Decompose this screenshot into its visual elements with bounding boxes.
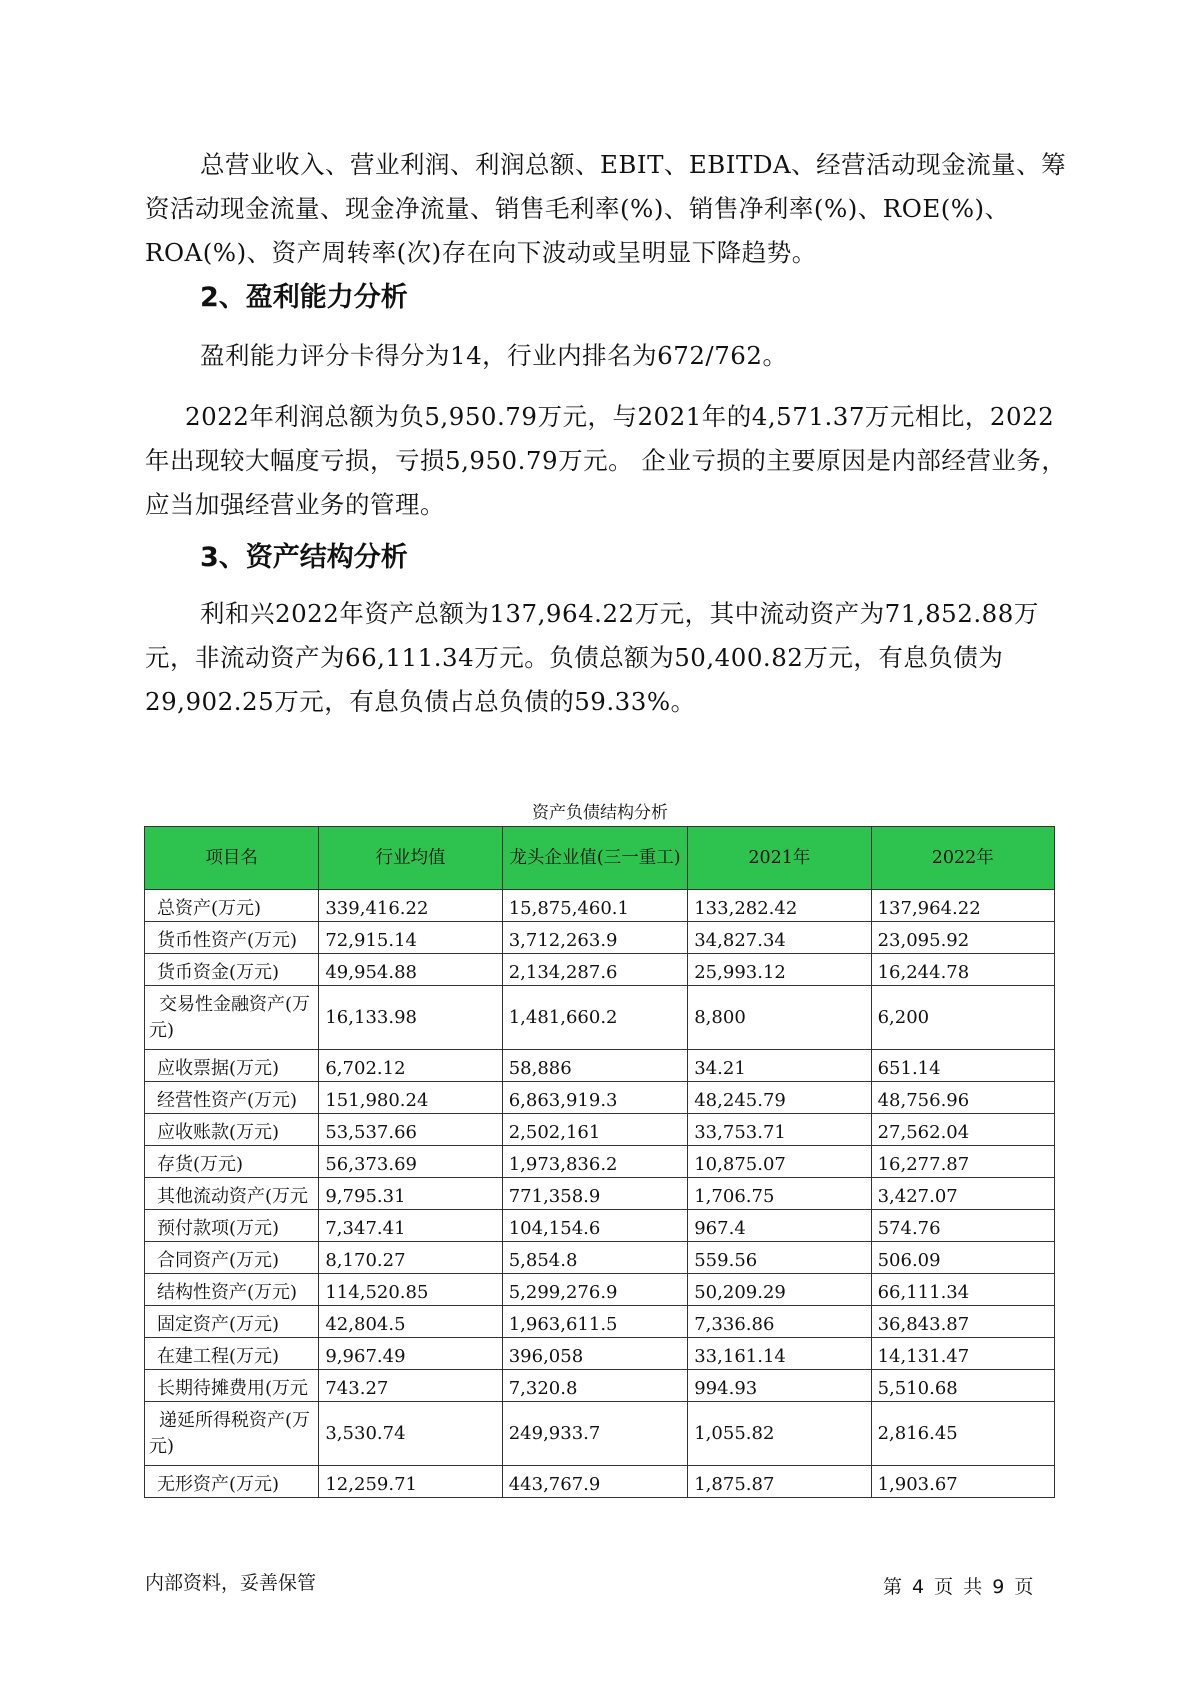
cell-industry-average: 743.27 bbox=[319, 1370, 502, 1402]
cell-leader-value: 3,712,263.9 bbox=[502, 922, 688, 954]
cell-leader-value: 104,154.6 bbox=[502, 1210, 688, 1242]
cell-item-name: 交易性金融资产(万元) bbox=[145, 986, 319, 1050]
table-row bbox=[145, 1466, 1055, 1498]
cell-item-name: 固定资产(万元) bbox=[145, 1306, 319, 1338]
table-row bbox=[145, 986, 1055, 1050]
cell-industry-average: 3,530.74 bbox=[319, 1402, 502, 1466]
table-header-row bbox=[145, 827, 1055, 890]
table-row bbox=[145, 1146, 1055, 1178]
cell-year-2022: 48,756.96 bbox=[871, 1082, 1054, 1114]
header-item-name: 项目名 bbox=[145, 827, 319, 890]
balance-sheet-table bbox=[144, 826, 1055, 1498]
cell-item-name: 应收账款(万元) bbox=[145, 1114, 319, 1146]
table-body bbox=[145, 890, 1055, 1498]
paragraph-profit-loss: 2022年利润总额为负5,950.79万元，与2021年的4,571.37万元相比，2022年出现较大幅度亏损，亏损5,950.79万元。 企业亏损的主要原因是内部经营业务，应当加强经营业务的管理。 bbox=[145, 402, 1067, 519]
cell-year-2021: 1,875.87 bbox=[688, 1466, 871, 1498]
cell-industry-average: 6,702.12 bbox=[319, 1050, 502, 1082]
cell-leader-value: 396,058 bbox=[502, 1338, 688, 1370]
cell-leader-value: 7,320.8 bbox=[502, 1370, 688, 1402]
cell-year-2021: 33,161.14 bbox=[688, 1338, 871, 1370]
heading-profitability: 2、盈利能力分析 bbox=[200, 282, 408, 313]
cell-industry-average: 72,915.14 bbox=[319, 922, 502, 954]
cell-year-2021: 50,209.29 bbox=[688, 1274, 871, 1306]
cell-industry-average: 9,967.49 bbox=[319, 1338, 502, 1370]
cell-year-2021: 7,336.86 bbox=[688, 1306, 871, 1338]
cell-industry-average: 339,416.22 bbox=[319, 890, 502, 922]
cell-year-2021: 1,706.75 bbox=[688, 1178, 871, 1210]
cell-item-name: 货币性资产(万元) bbox=[145, 922, 319, 954]
paragraph-profitability-score: 盈利能力评分卡得分为14，行业内排名为672/762。 bbox=[200, 341, 788, 370]
paragraph-trend-summary: 总营业收入、营业利润、利润总额、EBIT、EBITDA、经营活动现金流量、筹资活动现金流量、现金净流量、销售毛利率(%)、销售净利率(%)、ROE(%)、ROA(%)、资产周转率(次)存在向下波动或呈明显下降趋势。 bbox=[145, 150, 1067, 267]
table-row bbox=[145, 1242, 1055, 1274]
cell-year-2022: 506.09 bbox=[871, 1242, 1054, 1274]
header-year-2021: 2021年 bbox=[688, 827, 871, 890]
cell-leader-value: 443,767.9 bbox=[502, 1466, 688, 1498]
cell-item-name: 预付款项(万元) bbox=[145, 1210, 319, 1242]
cell-industry-average: 114,520.85 bbox=[319, 1274, 502, 1306]
cell-leader-value: 5,299,276.9 bbox=[502, 1274, 688, 1306]
cell-year-2021: 8,800 bbox=[688, 986, 871, 1050]
footer-page-number: 第 4 页 共 9 页 bbox=[883, 1576, 1034, 1598]
cell-year-2022: 36,843.87 bbox=[871, 1306, 1054, 1338]
cell-industry-average: 8,170.27 bbox=[319, 1242, 502, 1274]
cell-item-name: 结构性资产(万元) bbox=[145, 1274, 319, 1306]
cell-year-2022: 137,964.22 bbox=[871, 890, 1054, 922]
cell-industry-average: 12,259.71 bbox=[319, 1466, 502, 1498]
table-row bbox=[145, 922, 1055, 954]
cell-year-2022: 2,816.45 bbox=[871, 1402, 1054, 1466]
cell-year-2021: 48,245.79 bbox=[688, 1082, 871, 1114]
cell-year-2022: 14,131.47 bbox=[871, 1338, 1054, 1370]
cell-item-name: 货币资金(万元) bbox=[145, 954, 319, 986]
footer-confidential-note: 内部资料，妥善保管 bbox=[145, 1572, 317, 1594]
cell-leader-value: 1,973,836.2 bbox=[502, 1146, 688, 1178]
cell-year-2021: 559.56 bbox=[688, 1242, 871, 1274]
cell-year-2022: 651.14 bbox=[871, 1050, 1054, 1082]
cell-year-2022: 574.76 bbox=[871, 1210, 1054, 1242]
cell-industry-average: 16,133.98 bbox=[319, 986, 502, 1050]
table-row bbox=[145, 1402, 1055, 1466]
cell-item-name: 存货(万元) bbox=[145, 1146, 319, 1178]
header-leader-value: 龙头企业值(三一重工) bbox=[502, 827, 688, 890]
cell-year-2021: 10,875.07 bbox=[688, 1146, 871, 1178]
table-caption: 资产负债结构分析 bbox=[532, 803, 668, 823]
table-row bbox=[145, 1370, 1055, 1402]
cell-item-name: 总资产(万元) bbox=[145, 890, 319, 922]
header-industry-average: 行业均值 bbox=[319, 827, 502, 890]
table-row bbox=[145, 890, 1055, 922]
table-row bbox=[145, 1050, 1055, 1082]
cell-item-name: 其他流动资产(万元 bbox=[145, 1178, 319, 1210]
cell-item-name: 应收票据(万元) bbox=[145, 1050, 319, 1082]
cell-year-2022: 6,200 bbox=[871, 986, 1054, 1050]
table-row bbox=[145, 1178, 1055, 1210]
heading-asset-structure: 3、资产结构分析 bbox=[200, 542, 408, 573]
table-row bbox=[145, 1274, 1055, 1306]
cell-industry-average: 56,373.69 bbox=[319, 1146, 502, 1178]
cell-item-name: 在建工程(万元) bbox=[145, 1338, 319, 1370]
cell-industry-average: 9,795.31 bbox=[319, 1178, 502, 1210]
cell-leader-value: 2,134,287.6 bbox=[502, 954, 688, 986]
cell-leader-value: 1,481,660.2 bbox=[502, 986, 688, 1050]
cell-item-name: 长期待摊费用(万元 bbox=[145, 1370, 319, 1402]
paragraph-asset-structure: 利和兴2022年资产总额为137,964.22万元，其中流动资产为71,852.88万元，非流动资产为66,111.34万元。负债总额为50,400.82万元，有息负债为29,902.25万元，有息负债占总负债的59.33%。 bbox=[145, 599, 1039, 716]
header-year-2022: 2022年 bbox=[871, 827, 1054, 890]
cell-year-2022: 16,244.78 bbox=[871, 954, 1054, 986]
cell-industry-average: 7,347.41 bbox=[319, 1210, 502, 1242]
cell-industry-average: 42,804.5 bbox=[319, 1306, 502, 1338]
cell-year-2022: 16,277.87 bbox=[871, 1146, 1054, 1178]
cell-year-2022: 1,903.67 bbox=[871, 1466, 1054, 1498]
cell-leader-value: 5,854.8 bbox=[502, 1242, 688, 1274]
cell-year-2022: 5,510.68 bbox=[871, 1370, 1054, 1402]
cell-industry-average: 151,980.24 bbox=[319, 1082, 502, 1114]
cell-industry-average: 49,954.88 bbox=[319, 954, 502, 986]
table-row bbox=[145, 954, 1055, 986]
cell-year-2022: 23,095.92 bbox=[871, 922, 1054, 954]
cell-leader-value: 771,358.9 bbox=[502, 1178, 688, 1210]
cell-year-2021: 1,055.82 bbox=[688, 1402, 871, 1466]
cell-leader-value: 1,963,611.5 bbox=[502, 1306, 688, 1338]
cell-industry-average: 53,537.66 bbox=[319, 1114, 502, 1146]
cell-year-2021: 34,827.34 bbox=[688, 922, 871, 954]
table-row bbox=[145, 1306, 1055, 1338]
cell-leader-value: 15,875,460.1 bbox=[502, 890, 688, 922]
table-row bbox=[145, 1338, 1055, 1370]
table-row bbox=[145, 1082, 1055, 1114]
cell-year-2021: 967.4 bbox=[688, 1210, 871, 1242]
cell-year-2022: 3,427.07 bbox=[871, 1178, 1054, 1210]
cell-year-2021: 994.93 bbox=[688, 1370, 871, 1402]
cell-year-2021: 133,282.42 bbox=[688, 890, 871, 922]
cell-year-2021: 25,993.12 bbox=[688, 954, 871, 986]
cell-year-2022: 27,562.04 bbox=[871, 1114, 1054, 1146]
cell-leader-value: 2,502,161 bbox=[502, 1114, 688, 1146]
table-row bbox=[145, 1114, 1055, 1146]
cell-leader-value: 58,886 bbox=[502, 1050, 688, 1082]
cell-item-name: 无形资产(万元) bbox=[145, 1466, 319, 1498]
cell-year-2021: 33,753.71 bbox=[688, 1114, 871, 1146]
cell-item-name: 递延所得税资产(万元) bbox=[145, 1402, 319, 1466]
cell-leader-value: 249,933.7 bbox=[502, 1402, 688, 1466]
cell-year-2021: 34.21 bbox=[688, 1050, 871, 1082]
cell-item-name: 合同资产(万元) bbox=[145, 1242, 319, 1274]
cell-item-name: 经营性资产(万元) bbox=[145, 1082, 319, 1114]
table-row bbox=[145, 1210, 1055, 1242]
cell-year-2022: 66,111.34 bbox=[871, 1274, 1054, 1306]
cell-leader-value: 6,863,919.3 bbox=[502, 1082, 688, 1114]
